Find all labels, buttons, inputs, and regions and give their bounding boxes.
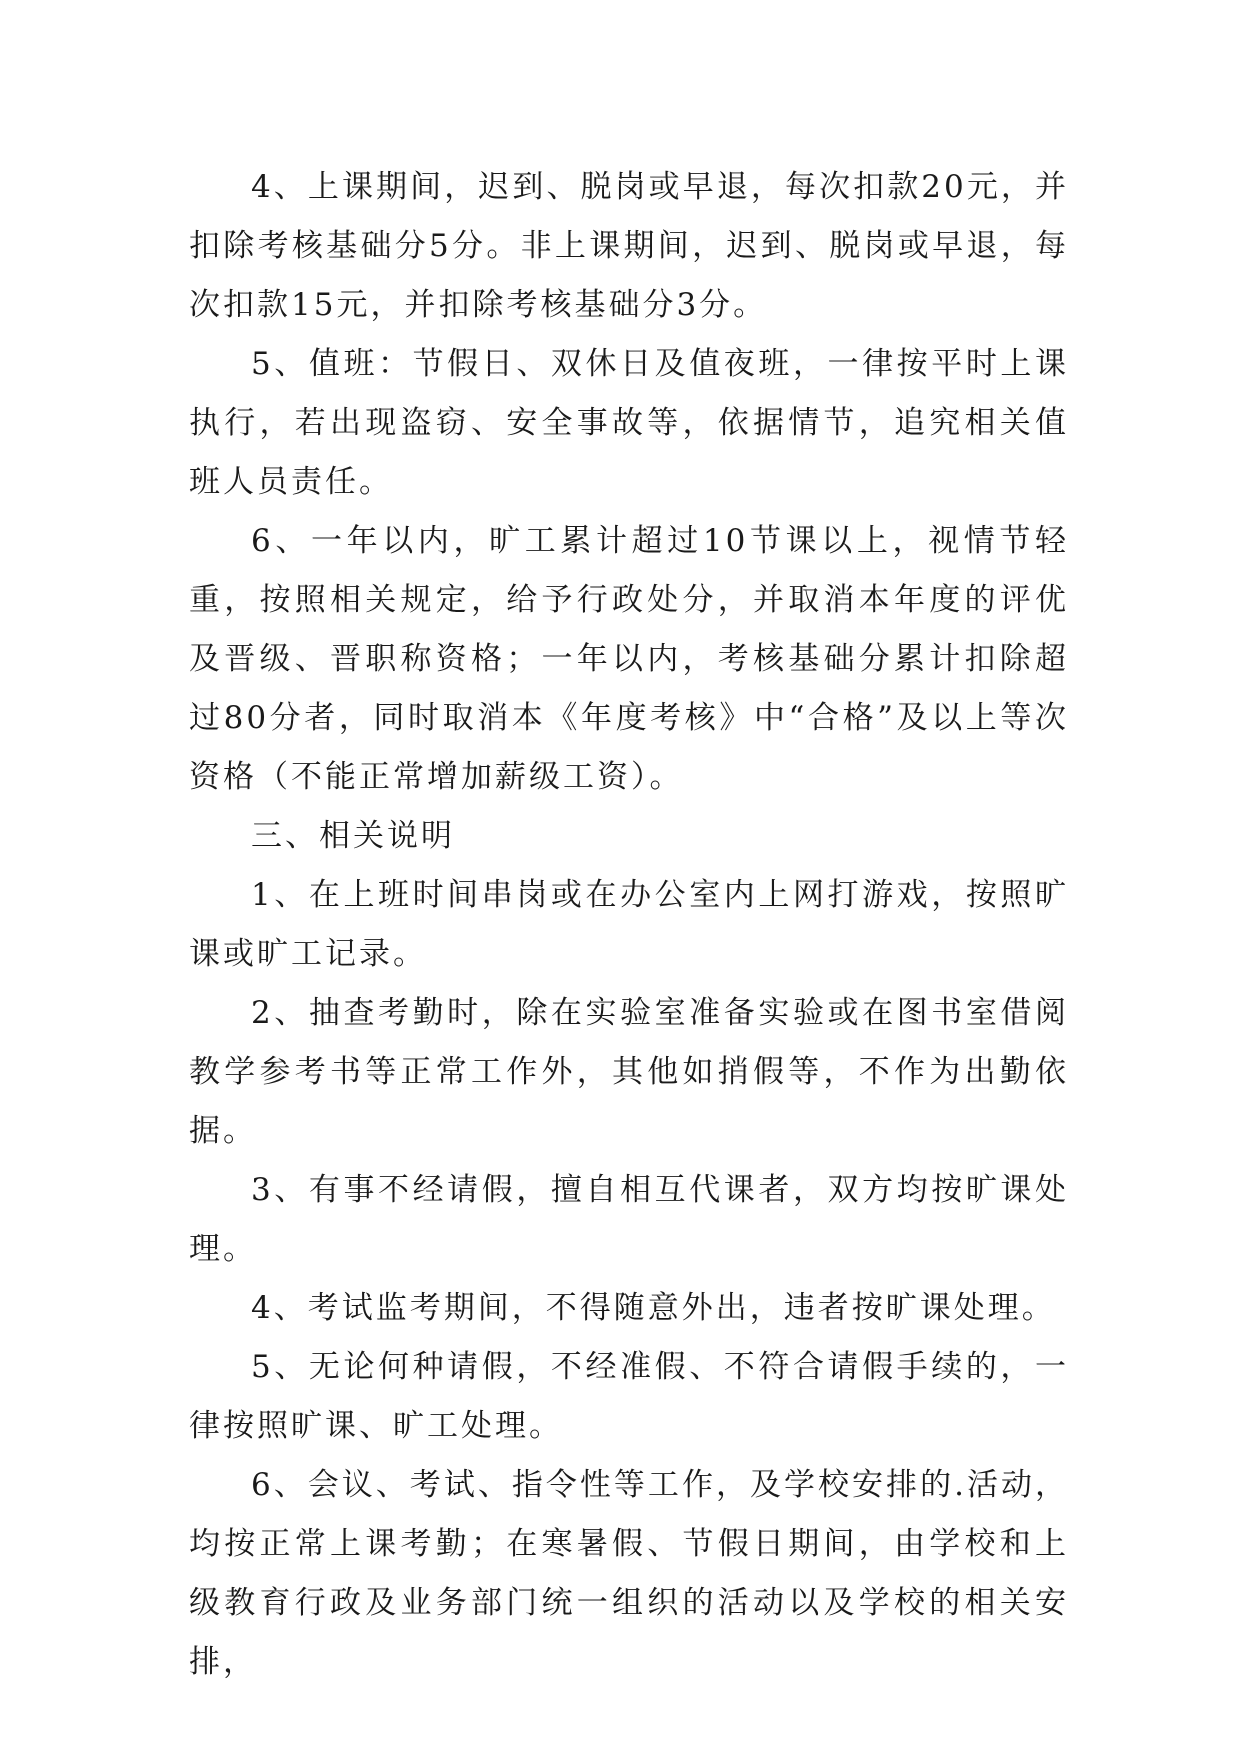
paragraph-note-3: 3、有事不经请假，擅自相互代课者，双方均按旷课处理。	[189, 1172, 1069, 1267]
paragraph-note-2: 2、抽查考勤时，除在实验室准备实验或在图书室借阅教学参考书等正常工作外，其他如捎假等，不作为出勤依据。	[189, 995, 1069, 1149]
section-heading-notes: 三、相关说明	[251, 818, 455, 854]
paragraph-note-1: 1、在上班时间串岗或在办公室内上网打游戏，按照旷课或旷工记录。	[189, 877, 1069, 972]
paragraph-note-6: 6、会议、考试、指令性等工作，及学校安排的.活动，均按正常上课考勤；在寒暑假、节假日期间，由学校和上级教育行政及业务部门统一组织的活动以及学校的相关安排，	[189, 1467, 1069, 1680]
document-body	[189, 158, 1069, 1692]
paragraph-note-5: 5、无论何种请假，不经准假、不符合请假手续的，一律按照旷课、旷工处理。	[189, 1349, 1069, 1444]
paragraph-lateness-deduction: 4、上课期间，迟到、脱岗或早退，每次扣款20元，并扣除考核基础分5分。非上课期间，迟到、脱岗或早退，每次扣款15元，并扣除考核基础分3分。	[189, 169, 1069, 323]
paragraph-absence-penalty: 6、一年以内，旷工累计超过10节课以上，视情节轻重，按照相关规定，给予行政处分，并取消本年度的评优及晋级、晋职称资格；一年以内，考核基础分累计扣除超过80分者，同时取消本《年度考核》中“合格”及以上等次资格（不能正常增加薪级工资）。	[189, 523, 1069, 795]
paragraph-note-4: 4、考试监考期间，不得随意外出，违者按旷课处理。	[251, 1290, 1056, 1326]
paragraph-duty: 5、值班：节假日、双休日及值夜班，一律按平时上课执行，若出现盗窃、安全事故等，依据情节，追究相关值班人员责任。	[189, 346, 1069, 500]
